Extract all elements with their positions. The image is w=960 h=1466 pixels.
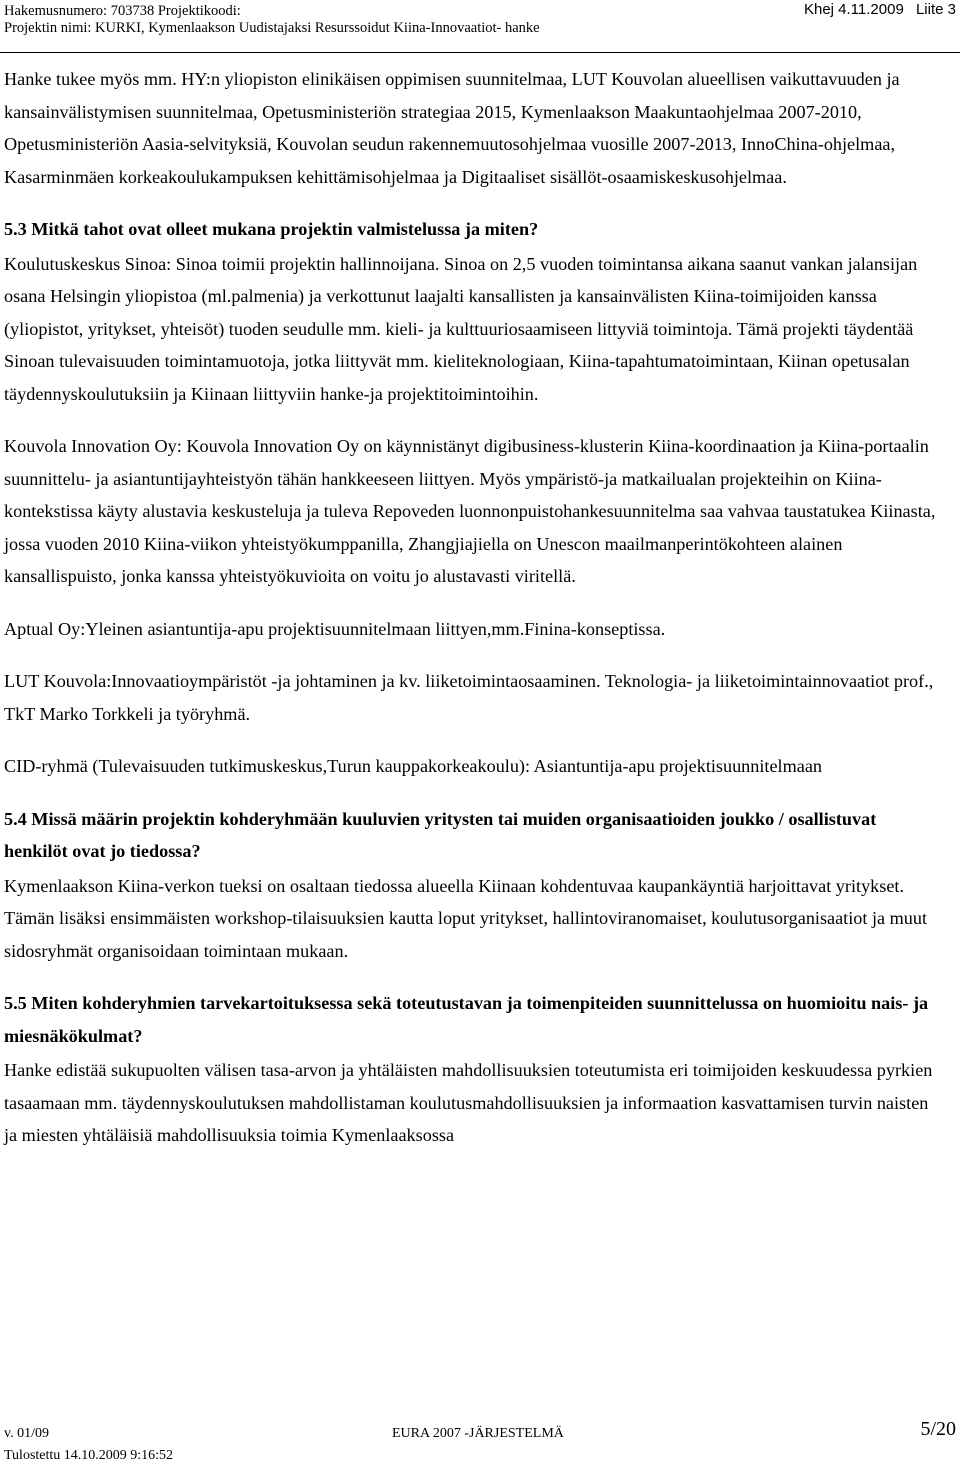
- paragraph-sinoa: Koulutuskeskus Sinoa: Sinoa toimii projektin hallinnoijana. Sinoa on 2,5 vuoden toimintansa aikana saanut vankan jalansijan osana Helsingin yliopistoa (ml.palmenia) ja verkottunut laajalti kansallisten ja kansainvälisten Kiina-toimijoiden kanssa (yliopistot, yritykset, yhteisöt) tuoden seudulle mm. kieli- ja kulttuuriosaamiseen littyviä toimintoja. Tämä projekti täydentää Sinoan tulevaisuuden toimintamuotoja, jotka liittyvät mm. kieliteknologiaan, Kiina-tapahtumatoimintaan, Kiinan opetusalan täydennyskoulutuksiin ja Kiinaan liittyviin hanke-ja projektitoimintoihin.: [4, 253, 918, 404]
- paragraph-plans: Hanke tukee myös mm. HY:n yliopiston elinikäisen oppimisen suunnitelmaa, LUT Kouvolan alueellisen vaikuttavuuden ja kansainvälistymisen suunnitelmaa, Opetusministeriön strategiaa 2015, Kymenlaakson Maakuntaohjelmaa 2007-2010, Opetusministeriön Aasia-selvityksiä, Kouvolan seudun rakennemuutosohjelmaa vuosille 2007-2013, InnoChina-ohjelmaa, Kasarminmäen korkeakoulukampuksen kehittämisohjelmaa ja Digitaaliset sisällöt-osaamiskeskusohjelmaa.: [4, 69, 900, 187]
- header-application-number: Hakemusnumero: 703738 Projektikoodi:: [4, 3, 241, 19]
- paragraph-aptual: Aptual Oy:Yleinen asiantuntija-apu projektisuunnitelmaan liittyen,mm.Finina-konseptissa.: [4, 618, 666, 639]
- heading-5-5: 5.5 Miten kohderyhmien tarvekartoituksessa sekä toteutustavan ja toimenpiteiden suunnittelussa on huomioitu nais- ja miesnäkökulmat?: [4, 993, 929, 1046]
- paragraph-kouvola-innovation: Kouvola Innovation Oy: Kouvola Innovation Oy on käynnistänyt digibusiness-klusterin Kiina-koordinaation ja Kiina-portaalin suunnittelu- ja asiantuntijayhteistyön tähän hankkeeseen liittyen. Myös ympäristö-ja matkailualan projekteihin on Kiina-kontekstissa käyty alustavia keskusteluja ja tuleva Repoveden luonnonpuistohankesuunnitelma saa vahvaa taustatukea Kiinasta, jossa vuoden 2010 Kiina-viikon yhteistyökumppanilla, Zhangjiajiella on Unescon maailmanperintökohteen alainen kansallispuisto, jonka kanssa yhteistyökuvioita on voitu jo alustavasti viritellä.: [4, 436, 936, 586]
- footer-page-number: 5/20: [920, 1418, 956, 1440]
- paragraph-5-5: Hanke edistää sukupuolten välisen tasa-arvon ja yhtäläisten mahdollisuuksien toteutumista eri toimijoiden keskuudessa pyrkien tasaamaan mm. täydennyskoulutuksen mahdollistaman koulutusmahdollisuuksien ja informaation kasvattamisen turvin naisten ja miesten yhtäläisiä mahdollisuuksia toimia Kymenlaaksossa: [4, 1060, 933, 1145]
- header-attachment: Liite 3: [915, 1, 956, 18]
- header-project-name: Projektin nimi: KURKI, Kymenlaakson Uudistajaksi Resurssoidut Kiina-Innovaatiot- hanke: [4, 20, 540, 36]
- document-body: [4, 63, 944, 1152]
- paragraph-lut-kouvola: LUT Kouvola:Innovaatioympäristöt -ja johtaminen ja kv. liiketoimintaosaaminen. Teknologia- ja liiketoimintainnovaatiot prof., TkT Marko Torkkeli ja työryhmä.: [4, 671, 934, 724]
- header-right: [804, 1, 956, 18]
- footer-version: v. 01/09: [4, 1426, 49, 1441]
- heading-5-4: 5.4 Missä määrin projektin kohderyhmään kuuluvien yritysten tai muiden organisaatioiden joukko / osallistuvat henkilöt ovat jo tiedossa?: [4, 808, 877, 861]
- page-header: [4, 3, 540, 37]
- heading-5-3: 5.3 Mitkä tahot ovat olleet mukana projektin valmistelussa ja miten?: [4, 219, 539, 239]
- footer-printed: Tulostettu 14.10.2009 9:16:52: [4, 1448, 174, 1463]
- paragraph-cid: CID-ryhmä (Tulevaisuuden tutkimuskeskus,Turun kauppakorkeakoulu): Asiantuntija-apu projektisuunnitelmaan: [4, 756, 822, 776]
- header-rule: [0, 52, 960, 53]
- header-date: Khej 4.11.2009: [803, 1, 904, 18]
- footer-system: EURA 2007 -JÄRJESTELMÄ: [392, 1426, 564, 1441]
- paragraph-5-4: Kymenlaakson Kiina-verkon tueksi on osaltaan tiedossa alueella Kiinaan kohdentuvaa kaupankäyntiä harjoittavat yritykset. Tämän lisäksi ensimmäisten workshop-tilaisuuksien kautta loput yritykset, hallintoviranomaiset, koulutusorganisaatiot ja muut sidosryhmät organisoidaan toimintaan mukaan.: [4, 875, 928, 961]
